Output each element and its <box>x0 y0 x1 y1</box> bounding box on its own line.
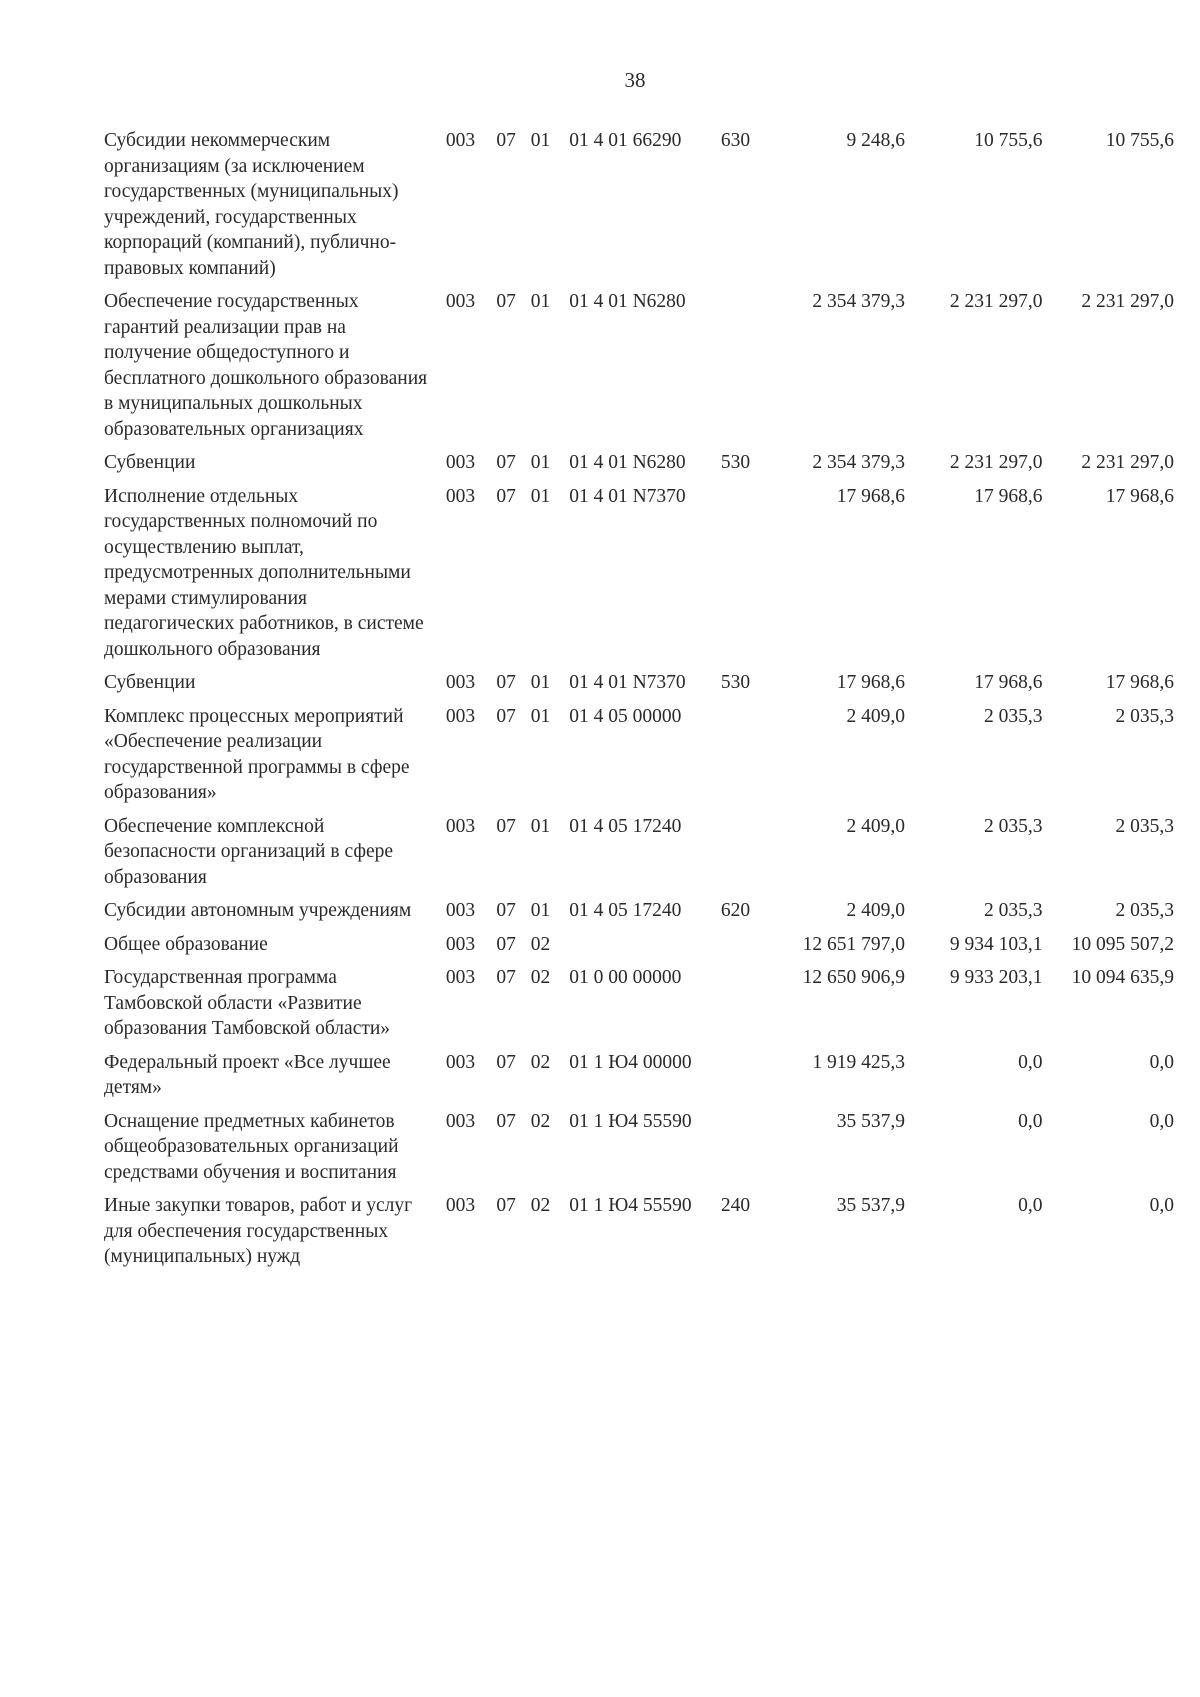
row-amount-year-1: 9 248,6 <box>846 130 905 151</box>
row-name: Субвенции <box>104 672 196 693</box>
row-section-code: 07 <box>496 452 516 473</box>
row-grbs-code: 003 <box>445 130 476 151</box>
row-amount-year-1: 2 354 379,3 <box>812 452 905 473</box>
row-amount-year-2: 0,0 <box>1018 1110 1043 1132</box>
row-grbs-code: 003 <box>445 485 476 507</box>
row-amount-year-3: 2 035,3 <box>1115 815 1174 837</box>
row-amount-year-3: 17 968,6 <box>1105 485 1174 507</box>
row-amount-year-1: 1 919 425,3 <box>812 1051 905 1073</box>
row-grbs-code: 003 <box>445 672 476 693</box>
row-amount-year-2: 2 231 297,0 <box>949 452 1043 473</box>
row-subsection-code: 01 <box>530 705 551 727</box>
row-target-article-code: 01 1 Ю4 55590 <box>569 1195 692 1216</box>
row-amount-year-2: 17 968,6 <box>974 672 1043 693</box>
row-amount-year-3: 10 094 635,9 <box>1071 967 1174 988</box>
row-amount-year-1: 2 409,0 <box>846 815 905 837</box>
row-expense-type-code <box>721 1050 761 1109</box>
row-amount-year-3: 17 968,6 <box>1105 672 1174 693</box>
row-amount-year-3: 10 755,6 <box>1105 130 1174 151</box>
row-subsection-code: 02 <box>530 1110 551 1132</box>
row-amount-year-1: 17 968,6 <box>836 672 905 693</box>
row-grbs-code: 003 <box>445 967 476 988</box>
row-subsection-code: 01 <box>530 672 551 693</box>
row-section-code: 07 <box>496 933 516 955</box>
table-row <box>104 932 1174 966</box>
row-subsection-code: 01 <box>530 485 551 507</box>
row-grbs-code: 003 <box>445 705 476 727</box>
row-amount-year-2: 0,0 <box>1018 1195 1043 1216</box>
table-row <box>104 965 1174 1050</box>
row-section-code: 07 <box>496 900 516 921</box>
row-expense-type-code: 530 <box>720 452 751 473</box>
budget-table <box>104 128 1174 1278</box>
table-row <box>104 128 1174 289</box>
row-expense-type-code: 630 <box>720 130 751 151</box>
row-section-code: 07 <box>496 672 516 693</box>
row-amount-year-2: 2 035,3 <box>983 705 1043 727</box>
row-amount-year-1: 12 650 906,9 <box>802 967 905 988</box>
row-name: Федеральный проект «Все лучшее детям» <box>104 1051 391 1098</box>
row-name: Субвенции <box>104 452 196 473</box>
row-grbs-code: 003 <box>445 933 476 955</box>
row-target-article-code: 01 0 00 00000 <box>569 967 682 988</box>
row-section-code: 07 <box>496 815 516 837</box>
row-subsection-code: 02 <box>530 967 551 988</box>
row-target-article-code: 01 4 01 N7370 <box>569 672 686 693</box>
row-grbs-code: 003 <box>445 1051 476 1073</box>
row-amount-year-1: 35 537,9 <box>836 1195 905 1216</box>
row-subsection-code: 01 <box>530 900 551 921</box>
row-expense-type-code <box>721 1109 761 1194</box>
table-row <box>104 1109 1174 1194</box>
row-amount-year-3: 2 035,3 <box>1115 900 1174 921</box>
row-amount-year-3: 0,0 <box>1149 1051 1174 1073</box>
row-amount-year-2: 2 231 297,0 <box>949 291 1043 312</box>
row-name: Иные закупки товаров, работ и услуг для обеспечения государственных (муниципальных) нужд <box>104 1195 413 1267</box>
row-amount-year-3: 2 231 297,0 <box>1081 452 1174 473</box>
page-number: 38 <box>624 68 646 92</box>
row-amount-year-1: 2 409,0 <box>846 705 905 727</box>
row-amount-year-1: 17 968,6 <box>836 485 905 507</box>
row-amount-year-2: 17 968,6 <box>974 485 1043 507</box>
table-row <box>104 484 1174 671</box>
row-name: Общее образование <box>104 933 268 955</box>
row-section-code: 07 <box>496 485 516 507</box>
row-section-code: 07 <box>496 130 516 151</box>
table-row <box>104 1050 1174 1109</box>
row-target-article-code <box>569 932 721 966</box>
row-amount-year-3: 10 095 507,2 <box>1071 933 1174 955</box>
row-target-article-code: 01 4 05 00000 <box>569 705 682 727</box>
row-section-code: 07 <box>496 967 516 988</box>
row-target-article-code: 01 4 01 N7370 <box>569 485 686 507</box>
row-section-code: 07 <box>496 1110 516 1132</box>
row-name: Исполнение отдельных государственных полномочий по осуществлению выплат, предусмотренных дополнительными мерами стимулирования педагогических работников, в системе дошкольного образования <box>104 485 424 660</box>
row-amount-year-1: 35 537,9 <box>836 1110 905 1132</box>
row-section-code: 07 <box>496 291 516 312</box>
row-amount-year-1: 2 409,0 <box>846 900 905 921</box>
row-amount-year-3: 0,0 <box>1149 1110 1174 1132</box>
row-subsection-code: 02 <box>530 1195 551 1216</box>
row-subsection-code: 01 <box>530 291 551 312</box>
row-grbs-code: 003 <box>445 452 476 473</box>
row-target-article-code: 01 4 05 17240 <box>569 815 682 837</box>
table-row <box>104 450 1174 484</box>
row-amount-year-3: 2 231 297,0 <box>1081 291 1174 312</box>
row-expense-type-code: 530 <box>720 672 751 693</box>
row-section-code: 07 <box>496 705 516 727</box>
row-section-code: 07 <box>496 1195 516 1216</box>
row-section-code: 07 <box>496 1051 516 1073</box>
table-row <box>104 814 1174 899</box>
row-expense-type-code <box>721 814 761 899</box>
table-body <box>104 128 1174 1278</box>
row-expense-type-code: 620 <box>720 900 751 921</box>
row-grbs-code: 003 <box>445 815 476 837</box>
row-subsection-code: 02 <box>530 1051 551 1073</box>
row-subsection-code: 01 <box>530 452 551 473</box>
table-row <box>104 704 1174 814</box>
table-row <box>104 670 1174 704</box>
row-amount-year-3: 0,0 <box>1149 1195 1174 1216</box>
row-name: Обеспечение государственных гарантий реализации прав на получение общедоступного и бесплатного дошкольного образования в муниципальных дошкольных образовательных организациях <box>104 291 428 440</box>
row-target-article-code: 01 1 Ю4 55590 <box>569 1110 692 1132</box>
table-row <box>104 289 1174 450</box>
row-name: Комплекс процессных мероприятий «Обеспечение реализации государственной программы в сфере образования» <box>104 705 410 803</box>
row-expense-type-code <box>721 965 761 1050</box>
row-expense-type-code: 240 <box>720 1195 751 1216</box>
row-name: Государственная программа Тамбовской области «Развитие образования Тамбовской области» <box>104 967 391 1039</box>
row-grbs-code: 003 <box>445 291 476 312</box>
row-expense-type-code <box>721 484 761 671</box>
row-target-article-code: 01 1 Ю4 00000 <box>569 1051 692 1073</box>
row-name: Субсидии автономным учреждениям <box>104 900 412 921</box>
row-subsection-code: 01 <box>530 815 551 837</box>
row-amount-year-2: 2 035,3 <box>983 815 1043 837</box>
row-expense-type-code <box>721 932 761 966</box>
row-amount-year-2: 9 934 103,1 <box>949 933 1043 955</box>
row-target-article-code: 01 4 01 N6280 <box>569 291 686 312</box>
row-grbs-code: 003 <box>445 900 476 921</box>
row-amount-year-2: 9 933 203,1 <box>949 967 1043 988</box>
row-subsection-code: 02 <box>530 933 551 955</box>
row-subsection-code: 01 <box>530 130 551 151</box>
row-grbs-code: 003 <box>445 1110 476 1132</box>
row-amount-year-2: 10 755,6 <box>974 130 1043 151</box>
table-row <box>104 898 1174 932</box>
table-row <box>104 1193 1174 1278</box>
row-name: Оснащение предметных кабинетов общеобразовательных организаций средствами обучения и воспитания <box>104 1110 399 1183</box>
row-expense-type-code <box>721 289 761 450</box>
row-name: Субсидии некоммерческим организациям (за исключением государственных (муниципальных) учреждений, государственных корпораций (компаний), публично-правовых компаний) <box>104 130 399 279</box>
row-target-article-code: 01 4 05 17240 <box>569 900 682 921</box>
row-amount-year-1: 2 354 379,3 <box>812 291 905 312</box>
row-amount-year-1: 12 651 797,0 <box>802 933 905 955</box>
row-target-article-code: 01 4 01 66290 <box>569 130 682 151</box>
row-target-article-code: 01 4 01 N6280 <box>569 452 686 473</box>
row-amount-year-2: 0,0 <box>1018 1051 1043 1073</box>
row-amount-year-3: 2 035,3 <box>1115 705 1174 727</box>
row-expense-type-code <box>721 704 761 814</box>
row-name: Обеспечение комплексной безопасности организаций в сфере образования <box>104 815 394 888</box>
row-grbs-code: 003 <box>445 1195 476 1216</box>
row-amount-year-2: 2 035,3 <box>983 900 1043 921</box>
